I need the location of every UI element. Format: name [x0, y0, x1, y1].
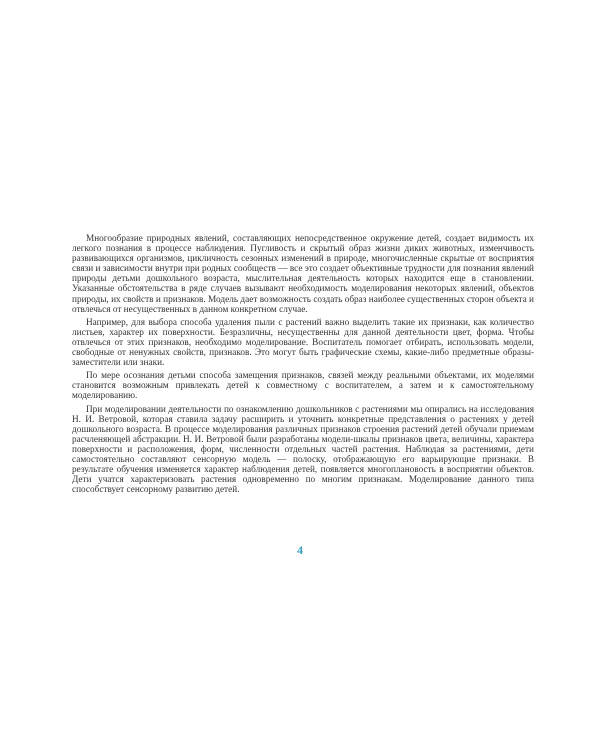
body-text [72, 234, 534, 498]
paragraph-4: При моделировании деятельности по ознакомлению дошкольников с растениями мы опирались на исследования Н. И. Ветровой, которая ставила задачу расширить и уточнить конкретные представления о растениях у детей дошкольного возраста. В процессе моделирования различных признаков строения растений детей обучали приемам расчленяющей абстракции. Н. И. Ветровой были разработаны модели-шкалы признаков цвета, величины, характера поверхности и расположения, форм, численности отдельных частей растения. Наблюдая за растениями, дети самостоятельно составляют сенсорную модель — полоску, отображающую его варьирующие признаки. В результате обучения изменяется характер наблюдения детей, появляется многоплановость в восприятии объектов. Дети учатся характеризовать растения одновременно по многим признакам. Моделирование данного типа способствует сенсорному развитию детей. [72, 404, 534, 496]
paragraph-2: Например, для выбора способа удаления пыли с растений важно выделить такие их признаки, как количество листьев, характер их поверхности. Безразличны, несущественны для данной деятельности цвет, форма. Чтобы отвлечься от этих признаков, необходимо моделирование. Воспитатель помогает отбирать, использовать модели, свободные от ненужных свойств, признаков. Это могут быть графические схемы, какие-либо предметные образы-заместители или знаки. [72, 317, 534, 369]
paragraph-1: Многообразие природных явлений, составляющих непосредственное окружение детей, создает видимость их легкого познания в процессе наблюдения. Пугливость и скрытый образ жизни диких животных, изменчивость развивающихся организмов, цикличность сезонных изменений в природе, многочисленные скрытые от восприятия связи и зависимости внутри при родных сообществ — все это создает объективные трудности для познания явлений природы детьми дошкольного возраста, мыслительная деятельность которых находится еще в становлении. Указанные обстоятельства в ряде случаев вызывают необходимость моделирования некоторых явлений, объектов природы, их свойств и признаков. Модель дает возможность создать образ наиболее существенных сторон объекта и отвлечься от несущественных в данном конкретном случае. [72, 234, 534, 315]
paragraph-3: По мере осознания детьми способа замещения признаков, связей между реальными объектами, их моделями становится возможным привлекать детей к совместному с воспитателем, а затем и к самостоятельному моделированию. [72, 371, 534, 402]
page-number: 4 [297, 543, 303, 557]
